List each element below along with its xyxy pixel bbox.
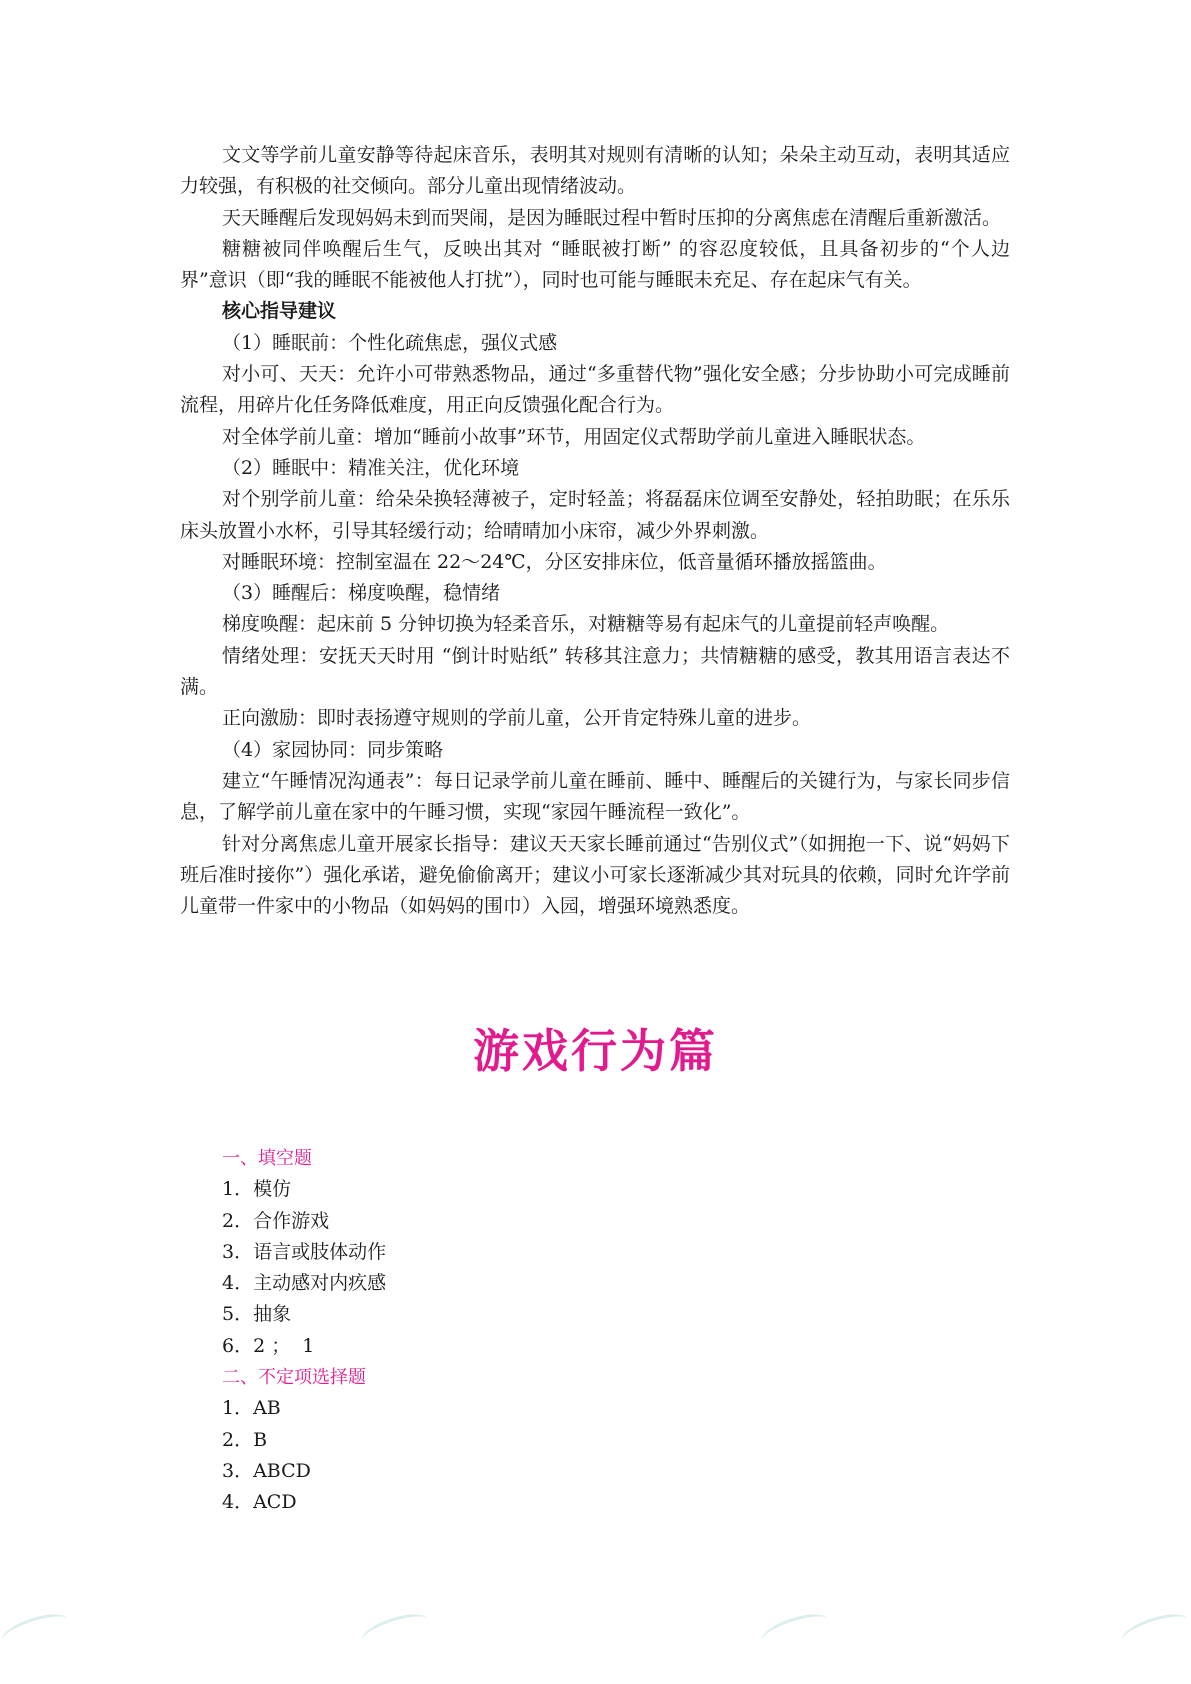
list-item: 4．ACD	[222, 1491, 297, 1514]
paragraph: 对全体学前儿童：增加“睡前小故事”环节，用固定仪式帮助学前儿童进入睡眠状态。	[222, 425, 926, 448]
paragraph: （2）睡眠中：精准关注，优化环境	[222, 456, 520, 479]
subheading: 核心指导建议	[222, 300, 337, 323]
paragraph: 天天睡醒后发现妈妈未到而哭闹，是因为睡眠过程中暂时压抑的分离焦虑在清醒后重新激活。	[222, 206, 1002, 229]
paragraph: 对个别学前儿童：给朵朵换轻薄被子，定时轻盖；将磊磊床位调至安静处，轻拍助眠；在乐乐床头放置小水杯，引导其轻缓行动；给晴晴加小床帘，减少外界刺激。	[180, 488, 1010, 542]
list-item: 2．合作游戏	[222, 1209, 330, 1232]
paragraph: （3）睡醒后：梯度唤醒，稳情绪	[222, 582, 501, 605]
watermark-icon	[760, 1618, 830, 1658]
list-item: 3．ABCD	[222, 1459, 311, 1482]
list-item: 4．主动感对内疚感	[222, 1272, 387, 1295]
paragraph: 对小可、天天：允许小可带熟悉物品，通过“多重替代物”强化安全感；分步协助小可完成睡前流程，用碎片化任务降低难度，用正向反馈强化配合行为。	[180, 363, 1010, 417]
watermark-icon	[0, 1618, 70, 1658]
list-item: 6．2 ； 1	[222, 1334, 315, 1357]
paragraph: 对睡眠环境：控制室温在 22～24℃，分区安排床位，低音量循环播放摇篮曲。	[222, 550, 887, 573]
section-title: 游戏行为篇	[473, 1024, 718, 1078]
list-item: 2．B	[222, 1428, 268, 1451]
watermark-icon	[360, 1618, 430, 1658]
list-item: 1．模仿	[222, 1178, 292, 1201]
paragraph: 正向激励：即时表扬遵守规则的学前儿童，公开肯定特殊儿童的进步。	[222, 707, 812, 730]
list-item: 3．语言或肢体动作	[222, 1240, 387, 1263]
fill-blank-heading: 一、填空题	[222, 1148, 312, 1169]
body-text	[180, 140, 1010, 922]
paragraph: 针对分离焦虑儿童开展家长指导：建议天天家长睡前通过“告别仪式”（如拥抱一下、说“妈妈下班后准时接你”）强化承诺，避免偷偷离开；建议小可家长逐渐减少其对玩具的依赖，同时允许学前儿童带一件家中的小物品（如妈妈的围巾）入园，增强环境熟悉度。	[180, 832, 1010, 918]
list-item: 1．AB	[222, 1397, 281, 1420]
paragraph: （4）家园协同：同步策略	[222, 738, 444, 761]
multiple-choice-heading: 二、不定项选择题	[222, 1367, 366, 1389]
paragraph: （1）睡眠前：个性化疏焦虑，强仪式感	[222, 331, 558, 354]
paragraph: 建立“午睡情况沟通表”：每日记录学前儿童在睡前、睡中、睡醒后的关键行为，与家长同步信息，了解学前儿童在家中的午睡习惯，实现“家园午睡流程一致化”。	[180, 769, 1010, 824]
paragraph: 文文等学前儿童安静等待起床音乐，表明其对规则有清晰的认知；朵朵主动互动，表明其适应力较强，有积极的社交倾向。部分儿童出现情绪波动。	[180, 144, 1010, 198]
answer-list	[222, 1143, 1002, 1519]
paragraph: 糖糖被同伴唤醒后生气，反映出其对 “睡眠被打断” 的容忍度较低，且具备初步的“个人边界”意识（即“我的睡眠不能被他人打扰”），同时也可能与睡眠未充足、存在起床气有关。	[180, 237, 1010, 292]
list-item: 5．抽象	[222, 1303, 292, 1326]
watermark-icon	[1120, 1618, 1190, 1658]
paragraph: 情绪处理：安抚天天时用 “倒计时贴纸” 转移其注意力；共情糖糖的感受，教其用语言表达不满。	[180, 644, 1010, 699]
paragraph: 梯度唤醒：起床前 5 分钟切换为轻柔音乐，对糖糖等易有起床气的儿童提前轻声唤醒。	[222, 613, 950, 636]
